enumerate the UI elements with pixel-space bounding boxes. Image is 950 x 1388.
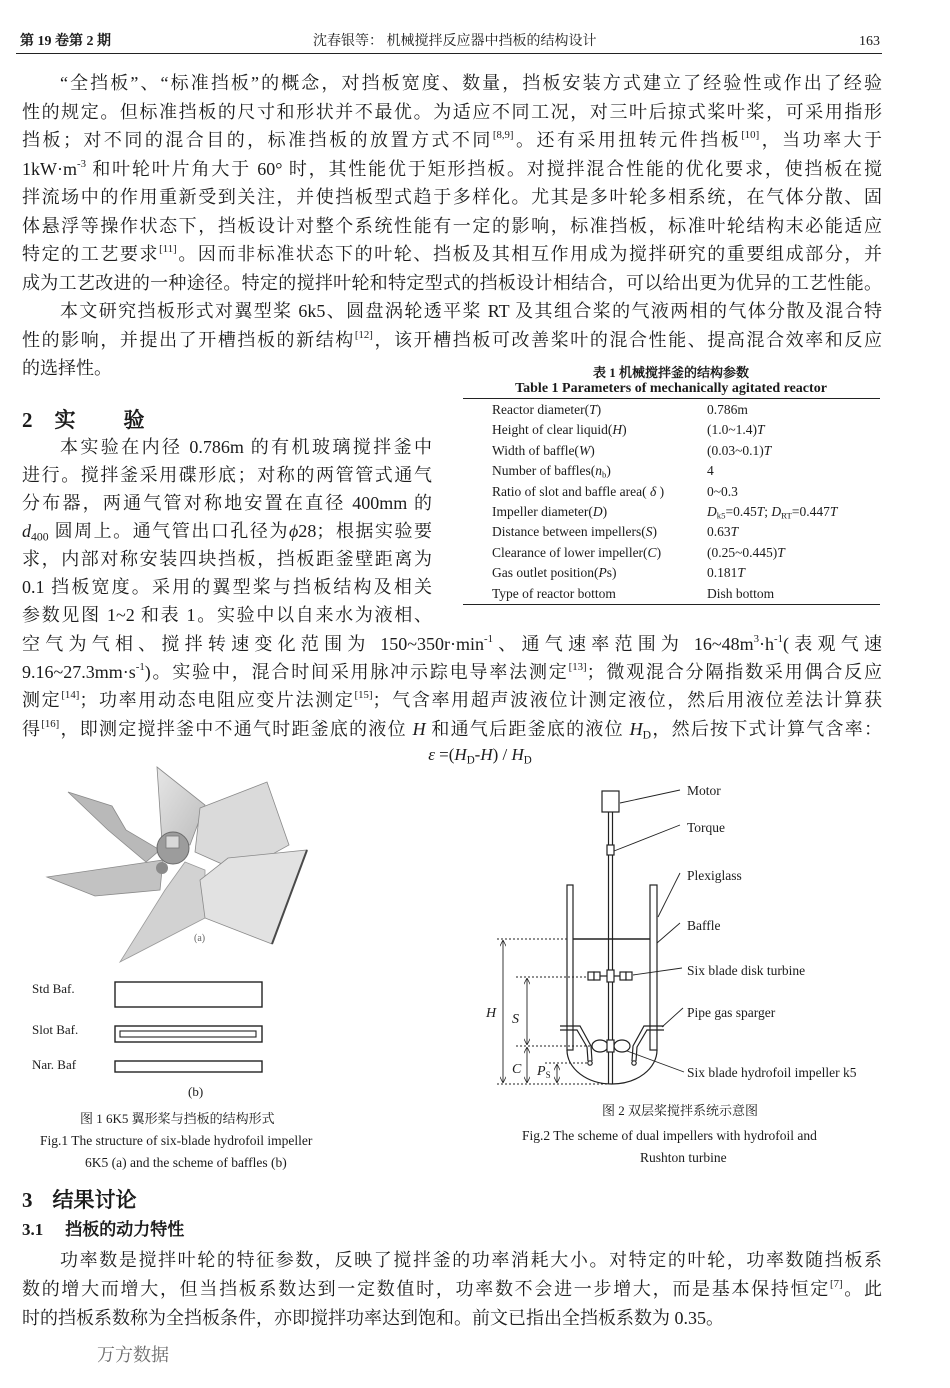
param-name: Ratio of slot and baffle area( δ ) bbox=[492, 483, 665, 499]
figure-1-caption-en-1: Fig.1 The structure of six-blade hydrofoil impeller bbox=[40, 1133, 313, 1148]
hydrofoil-label: Six blade hydrofoil impeller k5 bbox=[687, 1065, 857, 1080]
figure-2-caption-en-1: Fig.2 The scheme of dual impellers with hydrofoil and bbox=[522, 1128, 817, 1143]
text-line: 成为工艺改进的一种途径。特定的搅拌叶轮和特定型式的挡板设计相结合，可以给出更为优异的工艺性能。 bbox=[22, 273, 882, 293]
param-value: Dish bottom bbox=[707, 585, 775, 601]
text-line: 数的增大而增大，但当挡板系数达到一定数值时，功率数不会进一步增大，而是基本保持恒定[7]。此 bbox=[22, 1277, 883, 1299]
param-name: Type of reactor bottom bbox=[492, 585, 616, 601]
table-row bbox=[463, 543, 880, 563]
figure-1-caption-en-2: 6K5 (a) and the scheme of baffles (b) bbox=[85, 1155, 287, 1170]
param-value: 4 bbox=[707, 463, 714, 479]
text-line: 求，内部对称安装四块挡板，挡板距釜壁距离为 bbox=[22, 549, 432, 569]
narrow-baffle-shape bbox=[115, 1061, 262, 1072]
text-line: 功率数是搅拌叶轮的特征参数，反映了搅拌釜的功率消耗大小。对特定的叶轮，功率数随挡板系 bbox=[60, 1250, 882, 1270]
text-line: 本实验在内径 0.786m 的有机玻璃搅拌釜中 bbox=[60, 437, 432, 457]
table-row bbox=[463, 522, 880, 542]
slot-shape bbox=[120, 1031, 256, 1037]
text-line: 的选择性。 bbox=[22, 358, 112, 378]
torque-label: Torque bbox=[687, 820, 726, 835]
param-value: $D_{k5}=0.45T$; $D_{RT}=0.447T$ bbox=[707, 504, 838, 521]
baffle-schemes bbox=[32, 981, 262, 1099]
text-line: 性的规定。但标准挡板的尺寸和形状并不最优。为适应不同工况，对三叶后掠式桨叶桨，可采用指形 bbox=[22, 102, 882, 122]
disk-turbine-label: Six blade disk turbine bbox=[687, 963, 806, 978]
motor-label: Motor bbox=[687, 783, 721, 798]
param-name: Distance between impellers(S) bbox=[492, 524, 657, 540]
table-row bbox=[463, 400, 880, 420]
param-value: (1.0~1.4)T bbox=[707, 422, 765, 438]
figure-2-caption-en-2: Rushton turbine bbox=[640, 1150, 727, 1165]
subsection-title: 挡板的动力特性 bbox=[65, 1220, 185, 1239]
motor-shape bbox=[602, 791, 619, 812]
text-line: 参数见图 1~2 和表 1。实验中以自来水为液相、 bbox=[22, 605, 432, 625]
text-line: 本文研究挡板形式对翼型桨 6k5、圆盘涡轮透平桨 RT 及其组合桨的气液两相的气体分散及混合特 bbox=[60, 301, 882, 321]
table-row bbox=[463, 584, 880, 604]
text-line: 分布器，两通气管对称地安置在直径 400mm 的 bbox=[22, 493, 432, 513]
narrow-baffle-label: Nar. Baf bbox=[32, 1057, 77, 1072]
figure-2-caption-cn: 图 2 双层桨搅拌系统示意图 bbox=[602, 1103, 759, 1118]
section-3-heading bbox=[22, 1186, 137, 1214]
text-line: 性的影响，并提出了开槽挡板的新结构[12]，该开槽挡板可改善桨叶的混合性能、提高混合效率和反应 bbox=[22, 328, 883, 350]
text-line: 得[16]，即测定搅拌釜中不通气时距釜底的液位 H 和通气后距釜底的液位 $H_D$，然后按下式计算气含率： bbox=[22, 717, 883, 742]
slot-baffle-label: Slot Baf. bbox=[32, 1022, 79, 1037]
param-name: Clearance of lower impeller(C) bbox=[492, 544, 662, 560]
journal-issue: 第 19 卷第 2 期 bbox=[20, 34, 111, 49]
param-value: 0.786m bbox=[707, 402, 748, 417]
std-baffle-label: Std Baf. bbox=[32, 981, 75, 996]
param-name: Width of baffle(W) bbox=[492, 442, 595, 458]
text-line: 挡板；对不同的混合目的，标准挡板的放置方式不同[8,9]。还有采用扭转元件挡板[10]，当功率大于 bbox=[22, 128, 883, 150]
reactor-diagram bbox=[560, 791, 664, 1084]
table-title-cn: 表 1 机械搅拌釜的结构参数 bbox=[592, 365, 749, 380]
text-line: $1kW\cdot m^{-3}$ 和叶轮叶片角大于 60° 时，其性能优于矩形挡板。对搅拌混合性能的优化要求，使挡板在搅 bbox=[22, 157, 882, 179]
watermark: 万方数据 bbox=[97, 1345, 169, 1365]
dim-Ps-label: $P_S$ bbox=[537, 1064, 551, 1080]
subsection-number: 3.1 bbox=[22, 1220, 44, 1239]
section-number: 2 bbox=[22, 408, 33, 432]
plexiglass-label: Plexiglass bbox=[687, 868, 742, 883]
dim-C-label: C bbox=[512, 1062, 522, 1077]
param-value: (0.03~0.1)T bbox=[707, 442, 772, 458]
param-name: Gas outlet position(Ps) bbox=[492, 565, 617, 581]
text-line: 时的挡板系数称为全挡板条件，亦即搅拌功率达到饱和。前文已指出全挡板系数为 0.35。 bbox=[22, 1308, 724, 1328]
param-value: 0~0.3 bbox=[707, 483, 738, 499]
page-number: 163 bbox=[859, 34, 880, 49]
table-row bbox=[463, 441, 880, 461]
text-line: 特定的工艺要求[11]。因而非标准状态下的叶轮、挡板及其相互作用成为搅拌研究的重要组成部分，并 bbox=[22, 242, 883, 264]
param-name: Reactor diameter(T) bbox=[492, 402, 602, 417]
baffle-label: Baffle bbox=[687, 918, 721, 933]
right-baffle-shape bbox=[650, 885, 657, 1050]
text-line: 体悬浮等操作状态下，挡板设计对整个系统性能有一定的影响，标准挡板，标准叶轮结构末必能适应 bbox=[22, 216, 882, 236]
slot-baffle-shape bbox=[115, 1026, 262, 1042]
param-value: (0.25~0.445)T bbox=[707, 544, 785, 560]
section-2-heading bbox=[22, 406, 193, 434]
param-value: 0.63T bbox=[707, 524, 739, 540]
text-line: “全挡板”、“标准挡板”的概念，对挡板宽度、数量，挡板安装方式建立了经验性或作出了经验 bbox=[60, 73, 882, 93]
text-line: $d_{400}$ 圆周上。通气管出口孔径为ϕ28；根据实验要 bbox=[22, 521, 433, 544]
section-number: 3 bbox=[22, 1188, 33, 1212]
header-rule bbox=[16, 53, 882, 54]
text-line: 0.1 挡板宽度。采用的翼型桨与挡板结构及相关 bbox=[22, 577, 432, 597]
table-top-rule bbox=[463, 398, 880, 399]
table-row bbox=[463, 502, 880, 522]
text-line: 空气为气相、搅拌转速变化范围为 $150\sim 350r\cdot\min^{-1}$、通气速率范围为 $16\sim 48m^3\cdot h^{-1}$(表观气速 bbox=[22, 632, 882, 654]
section-title: 实验 bbox=[54, 408, 193, 432]
table-row bbox=[463, 420, 880, 440]
figure-1-caption-cn: 图 1 6K5 翼形桨与挡板的结构形式 bbox=[80, 1111, 275, 1126]
figure-1 bbox=[0, 760, 470, 1100]
subsection-3-1-heading bbox=[22, 1218, 184, 1242]
figure-2 bbox=[470, 770, 950, 1100]
param-name: Impeller diameter(D) bbox=[492, 504, 608, 519]
dim-H-label: H bbox=[486, 1006, 497, 1021]
param-name: Height of clear liquid(H) bbox=[492, 422, 627, 438]
table-row bbox=[463, 461, 880, 481]
table-row bbox=[463, 482, 880, 502]
std-baffle-shape bbox=[115, 982, 262, 1007]
impeller-photo bbox=[47, 767, 307, 962]
param-name: Number of $baffles(n_b)$ bbox=[492, 463, 611, 480]
table-title-en: Table 1 Parameters of mechanically agitated reactor bbox=[515, 381, 827, 396]
dim-S-label: S bbox=[512, 1012, 519, 1027]
table-bottom-rule bbox=[463, 604, 880, 605]
table-row bbox=[463, 563, 880, 583]
text-line: 进行。搅拌釜采用碟形底；对称的两管管式通气 bbox=[22, 465, 432, 485]
text-line: 拌流场中的作用重新受到关注，并使挡板型式趋于多样化。尤其是多叶轮多相系统，在气体分散、固 bbox=[22, 187, 882, 207]
param-value: 0.181T bbox=[707, 565, 745, 581]
section-title: 结果讨论 bbox=[52, 1188, 137, 1212]
label-a: (a) bbox=[194, 933, 206, 944]
left-baffle-shape bbox=[567, 885, 573, 1050]
label-b: (b) bbox=[188, 1084, 204, 1099]
torque-sensor-shape bbox=[607, 845, 614, 855]
running-title: 沈春银等： 机械搅拌反应器中挡板的结构设计 bbox=[313, 34, 597, 49]
text-line: $9.16\sim 27.3mm\cdot s^{-1}$)。实验中，混合时间采用脉冲示踪电导率法测定[13]；微观混合分隔指数采用偶合反应 bbox=[22, 660, 882, 682]
gas-holdup-formula: $\varepsilon =(H_D-H) / H_D$ bbox=[428, 745, 532, 767]
gas-sparger-label: Pipe gas sparger bbox=[687, 1005, 776, 1020]
text-line: 测定[14]；功率用动态电阻应变片法测定[15]；气含率用超声波液位计测定液位，然后用液位差法计算获 bbox=[22, 688, 883, 710]
